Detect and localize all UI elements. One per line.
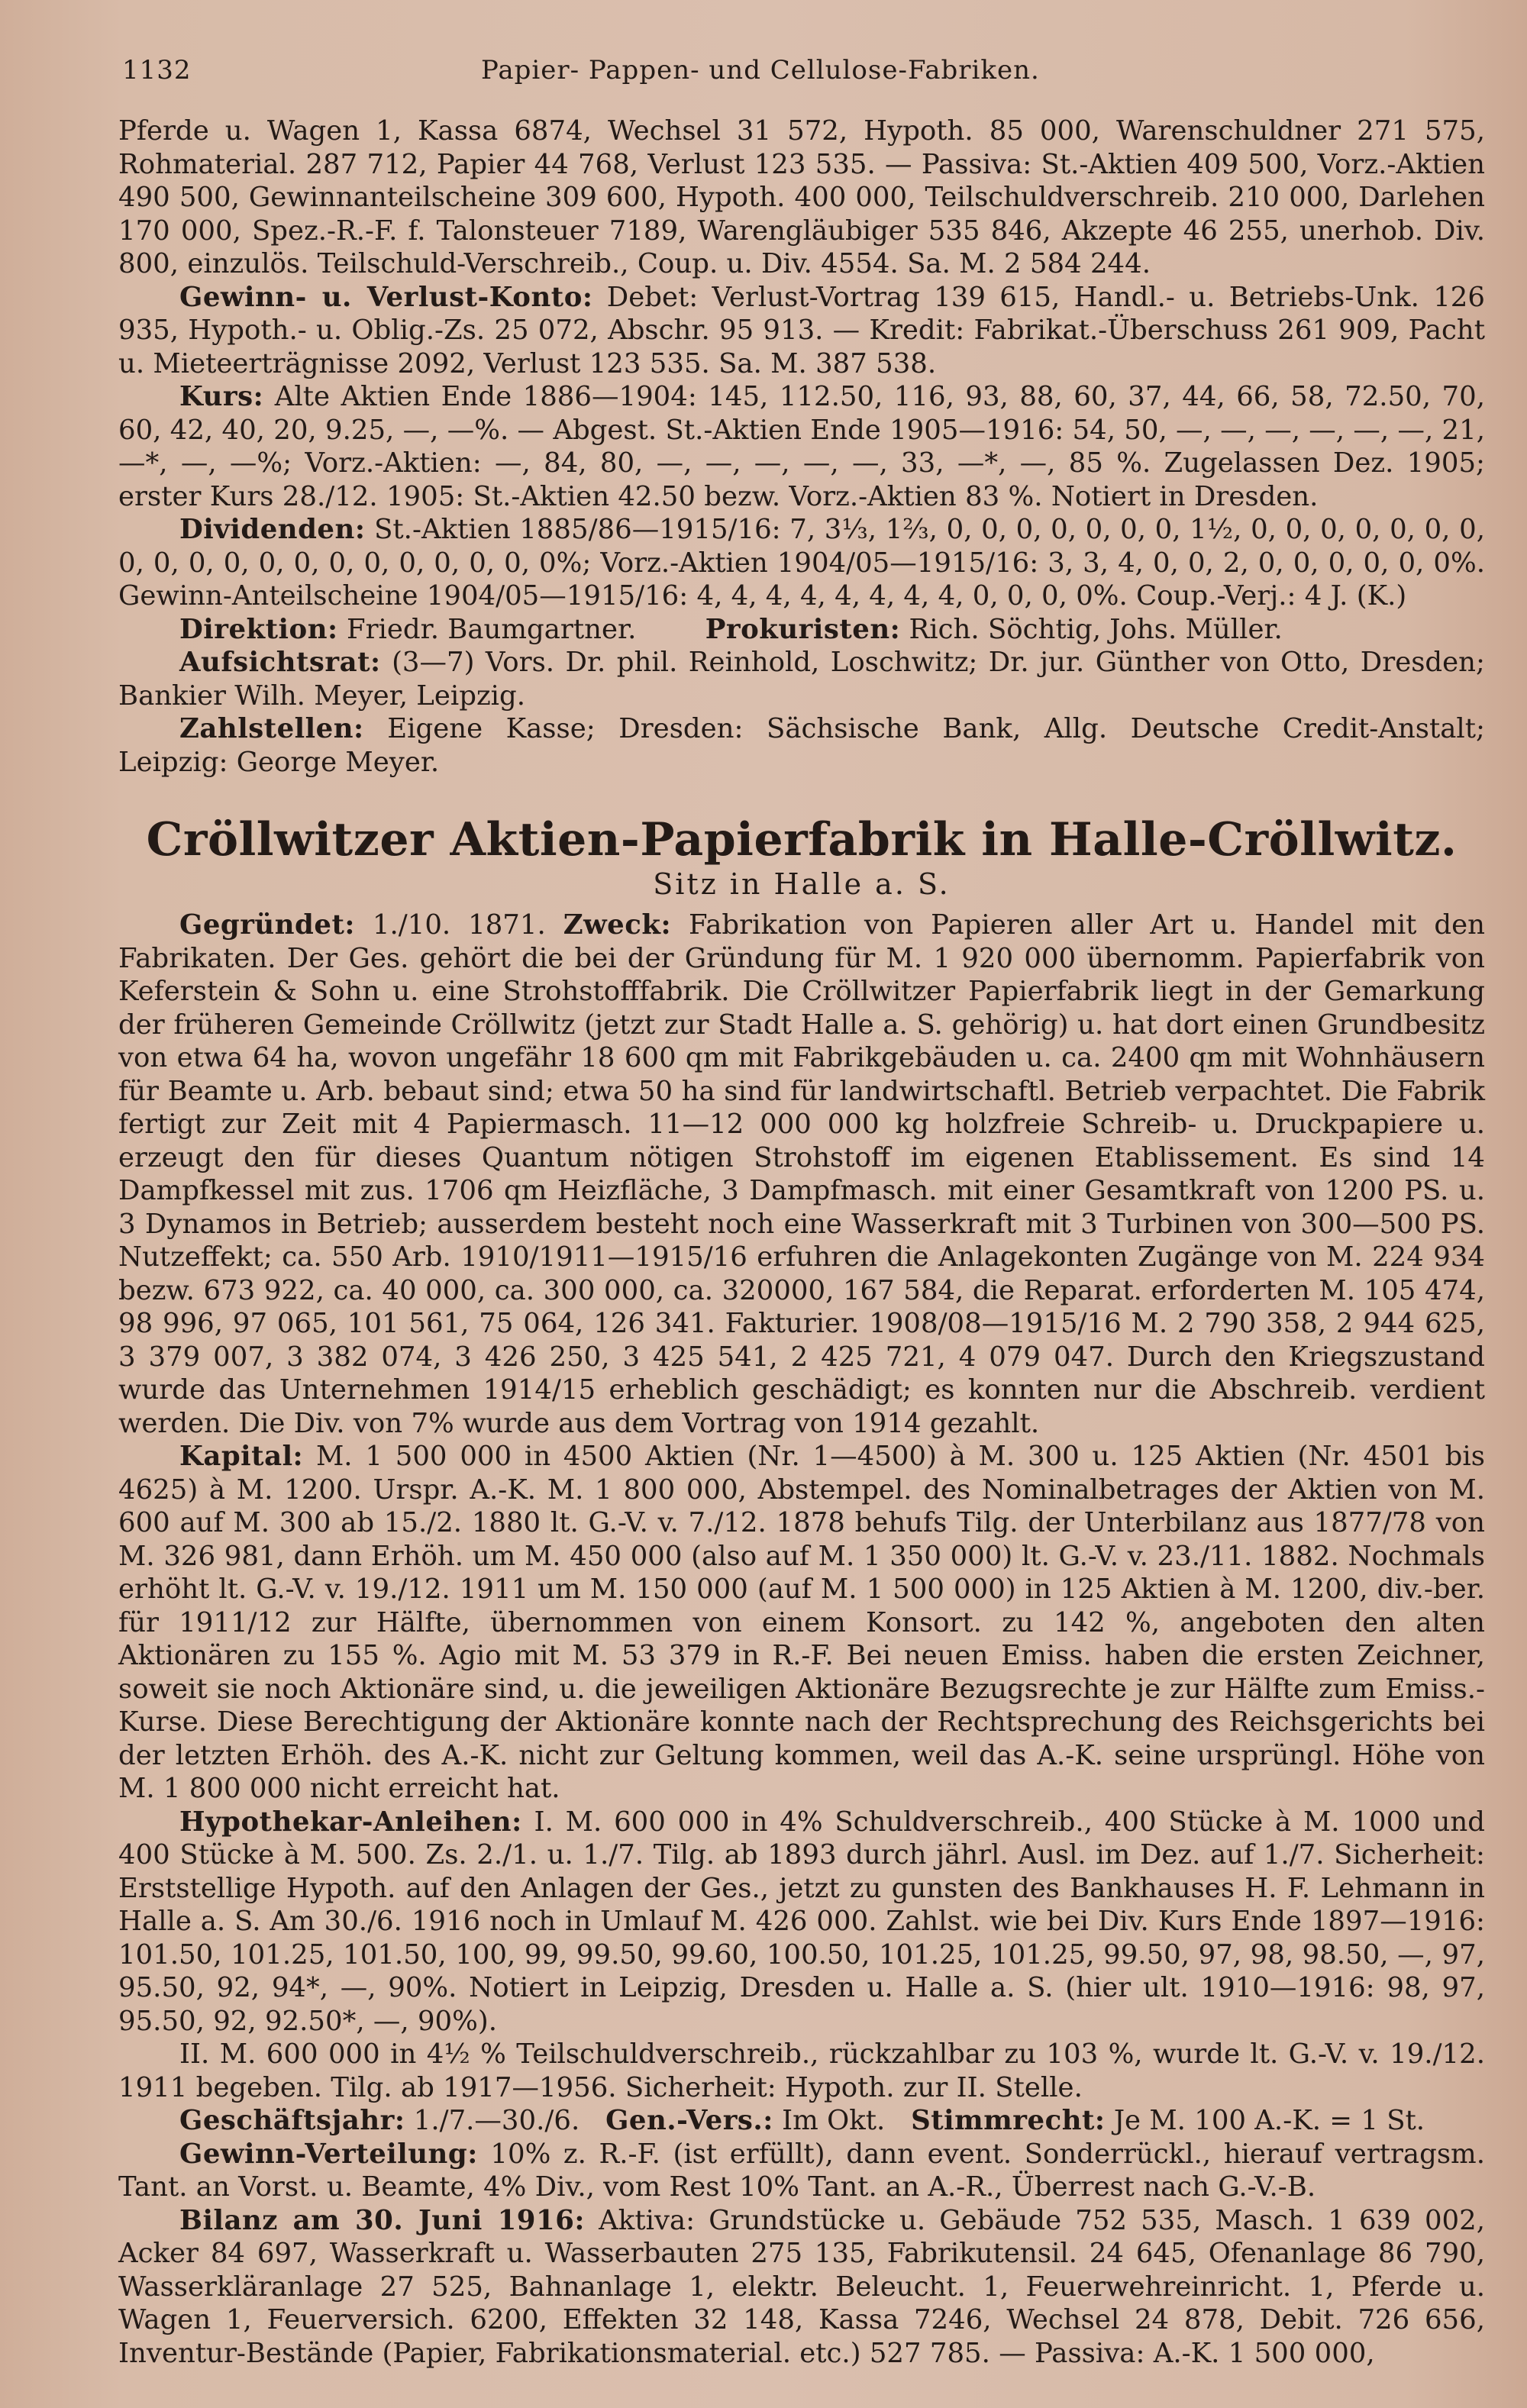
prokuristen-label: Prokuristen:	[705, 613, 901, 645]
capital-paragraph	[118, 1440, 1485, 1806]
running-header	[122, 55, 1466, 93]
mortgage-loans-paragraph	[118, 1806, 1485, 2038]
kurs-text: Alte Aktien Ende 1886—1904: 145, 112.50, 116, 93, 88, 60, 37, 44, 66, 58, 72.50, 70, 60, 42, 40, 20, 9.25, —, —%. — Abgest. St.-Aktien Ende 1905—1916: 54, 50, —, —, —, —, —, —, 21, —*, —, —%; Vorz.-Aktien: —, 84, 80, —, —, —, —, —, 33, —*, —, 85 %. Zugelassen Dez. 1905; erster Kurs 28./12. 1905: St.-Aktien 42.50 bezw. Vorz.-Aktien 83 %. Notiert in Dresden.	[118, 381, 1485, 512]
balance-sheet-paragraph	[118, 2204, 1485, 2371]
direktion-label: Direktion:	[179, 613, 338, 645]
general-meeting-label: Gen.-Vers.:	[605, 2105, 773, 2136]
prev-balance-paragraph: Pferde u. Wagen 1, Kassa 6874, Wechsel 31 572, Hypoth. 85 000, Warenschuldner 271 575, Rohmaterial. 287 712, Papier 44 768, Verlust 123 535. — Passiva: St.-Aktien 409 500, Vorz.-Aktien 490 500, Gewinnanteilscheine 309 600, Hypoth. 400 000, Teilschuldverschreib. 210 000, Darlehen 170 000, Spez.-R.-F. f. Talonsteuer 7189, Warengläubiger 535 846, Akzepte 46 255, unerhob. Div. 800, einzulös. Teilschuld-Verschreib., Coup. u. Div. 4554. Sa. M. 2 584 244.	[118, 115, 1485, 279]
purpose-label: Zweck:	[563, 909, 672, 941]
voting-right-text: Je M. 100 A.-K. = 1 St.	[1113, 2105, 1425, 2136]
general-meeting-text: Im Okt.	[782, 2105, 886, 2136]
prev-kurs-paragraph	[118, 380, 1485, 513]
mortgage-loans-text: I. M. 600 000 in 4% Schuldverschreib., 400 Stücke à M. 1000 und 400 Stücke à M. 500. Zs. 2./1. u. 1./7. Tilg. ab 1893 durch jährl. Ausl. im Dez. auf 1./7. Sicherheit: Erststellige Hypoth. auf den Anlagen der Ges., jetzt zu gunsten des Bankhauses H. F. Lehmann in Halle a. S. Am 30./6. 1916 noch in Umlauf M. 426 000. Zahlst. wie bei Div. Kurs Ende 1897—1916: 101.50, 101.25, 101.50, 100, 99, 99.50, 99.60, 100.50, 101.25, 101.25, 99.50, 97, 98, 98.50, —, 97, 95.50, 92, 94*, —, 90%. Notiert in Leipzig, Dresden u. Halle a. S. (hier ult. 1910—1916: 98, 97, 95.50, 92, 92.50*, —, 90%).	[118, 1806, 1485, 2037]
balance-sheet-label: Bilanz am 30. Juni 1916:	[179, 2204, 586, 2236]
founded-label: Gegründet:	[179, 909, 355, 941]
business-year-paragraph	[118, 2104, 1485, 2138]
zahlstellen-label: Zahlstellen:	[179, 713, 364, 744]
kurs-label: Kurs:	[179, 381, 264, 412]
voting-right-label: Stimmrecht:	[911, 2105, 1106, 2136]
business-year-label: Geschäftsjahr:	[179, 2105, 405, 2136]
profit-loss-text: Debet: Verlust-Vortrag 139 615, Handl.- u. Betriebs-Unk. 126 935, Hypoth.- u. Oblig.-Zs. 25 072, Abschr. 95 913. — Kredit: Fabrikat.-Überschuss 261 909, Pacht u. Mieteerträgnisse 2092, Verlust 123 535. Sa. M. 387 538.	[118, 281, 1485, 379]
company-seat: Sitz in Halle a. S.	[653, 867, 951, 901]
prev-zahlstellen-paragraph	[118, 712, 1485, 779]
prev-direktion-paragraph	[118, 613, 1485, 647]
page-content	[118, 115, 1485, 2370]
balance-sheet-text: Aktiva: Grundstücke u. Gebäude 752 535, Masch. 1 639 002, Acker 84 697, Wasserkraft u. Wasserbauten 275 135, Fabrikutensil. 24 645, Ofenanlage 86 790, Wasserkläranlage 27 525, Bahnanlage 1, elektr. Beleucht. 1, Feuerwehreinricht. 1, Pferde u. Wagen 1, Feuerversich. 6200, Effekten 32 148, Kassa 7246, Wechsel 24 878, Debit. 726 656, Inventur-Bestände (Papier, Fabrikationsmaterial. etc.) 527 785. — Passiva: A.-K. 1 500 000,	[118, 2204, 1485, 2369]
prev-aufsichtsrat-paragraph	[118, 646, 1485, 712]
founded-text: 1./10. 1871.	[372, 909, 546, 941]
capital-text: M. 1 500 000 in 4500 Aktien (Nr. 1—4500) à M. 300 u. 125 Aktien (Nr. 4501 bis 4625) à M. 1200. Urspr. A.-K. M. 1 800 000, Abstempel. des Nominalbetrages der Aktien von M. 600 auf M. 300 ab 15./2. 1880 lt. G.-V. v. 7./12. 1878 behufs Tilg. der Unterbilanz aus 1877/78 von M. 326 981, dann Erhöh. um M. 450 000 (also auf M. 1 350 000) lt. G.-V. v. 23./11. 1882. Nochmals erhöht lt. G.-V. v. 19./12. 1911 um M. 150 000 (auf M. 1 500 000) in 125 Aktien à M. 1200, div.-ber. für 1911/12 zur Hälfte, übernommen von einem Konsort. zu 142 %, angeboten den alten Aktionären zu 155 %. Agio mit M. 53 379 in R.-F. Bei neuen Emiss. haben die ersten Zeichner, soweit sie noch Aktionäre sind, u. die jeweiligen Aktionäre Bezugsrechte je zur Hälfte zum Emiss.-Kurse. Diese Berechtigung der Aktionäre konnte nach der Rechtsprechung des Reichsgerichts bei der letzten Erhöh. des A.-K. nicht zur Geltung kommen, weil das A.-K. seine ursprüngl. Höhe von M. 1 800 000 nicht erreicht hat.	[118, 1441, 1485, 1804]
aufsichtsrat-text: (3—7) Vors. Dr. phil. Reinhold, Loschwitz; Dr. jur. Günther von Otto, Dresden; Bankier Wilh. Meyer, Leipzig.	[118, 647, 1485, 712]
purpose-text: Fabrikation von Papieren aller Art u. Handel mit den Fabrikaten. Der Ges. gehört die bei der Gründung für M. 1 920 000 übernomm. Papierfabrik von Keferstein & Sohn u. eine Strohstofffabrik. Die Cröllwitzer Papierfabrik liegt in der Gemarkung der früheren Gemeinde Cröllwitz (jetzt zur Stadt Halle a. S. gehörig) u. hat dort einen Grundbesitz von etwa 64 ha, wovon ungefähr 18 600 qm mit Fabrikgebäuden u. ca. 2400 qm mit Wohnhäusern für Beamte u. Arb. bebaut sind; etwa 50 ha sind für landwirtschaftl. Betrieb verpachtet. Die Fabrik fertigt zur Zeit mit 4 Papiermasch. 11—12 000 000 kg holzfreie Schreib- u. Druckpapiere u. erzeugt den für dieses Quantum nötigen Strohstoff im eigenen Etablissement. Es sind 14 Dampfkessel mit zus. 1706 qm Heizfläche, 3 Dampfmasch. mit einer Gesamtkraft von 1200 PS. u. 3 Dynamos in Betrieb; ausserdem besteht noch eine Wasserkraft mit 3 Turbinen von 300—500 PS. Nutzeffekt; ca. 550 Arb. 1910/1911—1915/16 erfuhren die Anlagekonten Zugänge von M. 224 934 bezw. 673 922, ca. 40 000, ca. 300 000, ca. 320000, 167 584, die Reparat. erforderten M. 105 474, 98 996, 97 065, 101 561, 75 064, 126 341. Fakturier. 1908/08—1915/16 M. 2 790 358, 2 944 625, 3 379 007, 3 382 074, 3 426 250, 3 425 541, 2 425 721, 4 079 047. Durch den Kriegszustand wurde das Unternehmen 1914/15 erheblich geschädigt; es konnten nur die Abschreib. verdient werden. Die Div. von 7% wurde aus dem Vortrag von 1914 gezahlt.	[118, 909, 1485, 1439]
prokuristen-text: Rich. Söchtig, Johs. Müller.	[909, 613, 1283, 645]
dividend-label: Dividenden:	[179, 514, 366, 545]
profit-loss-label: Gewinn- u. Verlust-Konto:	[179, 281, 593, 313]
profit-distribution-paragraph	[118, 2138, 1485, 2204]
capital-label: Kapital:	[179, 1441, 304, 1472]
mortgage-loan-ii-paragraph: II. M. 600 000 in 4½ % Teilschuldverschreib., rückzahlbar zu 103 %, wurde lt. G.-V. v. 19./12. 1911 begeben. Tilg. ab 1917—1956. Sicherheit: Hypoth. zur II. Stelle.	[118, 2038, 1485, 2103]
founding-purpose-paragraph	[118, 909, 1485, 1440]
profit-distribution-label: Gewinn-Verteilung:	[179, 2138, 478, 2170]
direktion-text: Friedr. Baumgartner.	[346, 613, 637, 645]
page-number: 1132	[122, 55, 192, 86]
prev-profit-loss-paragraph	[118, 281, 1485, 381]
zahlstellen-text: Eigene Kasse; Dresden: Sächsische Bank, Allg. Deutsche Credit-Anstalt; Leipzig: George Meyer.	[118, 713, 1485, 778]
running-title: Papier- Pappen- und Cellulose-Fabriken.	[481, 55, 1040, 86]
company-heading: Cröllwitzer Aktien-Papierfabrik in Halle-Cröllwitz.	[146, 813, 1458, 867]
dividend-text: St.-Aktien 1885/86—1915/16: 7, 3⅓, 1⅔, 0, 0, 0, 0, 0, 0, 0, 1½, 0, 0, 0, 0, 0, 0, 0, 0, 0, 0, 0, 0, 0, 0, 0, 0, 0, 0, 0, 0%; Vorz.-Aktien 1904/05—1915/16: 3, 3, 4, 0, 0, 2, 0, 0, 0, 0, 0, 0%. Gewinn-Anteilscheine 1904/05—1915/16: 4, 4, 4, 4, 4, 4, 4, 4, 0, 0, 0, 0%. Coup.-Verj.: 4 J. (K.)	[118, 514, 1485, 612]
business-year-text: 1./7.—30./6.	[413, 2105, 580, 2136]
aufsichtsrat-label: Aufsichtsrat:	[179, 647, 381, 678]
prev-dividend-paragraph	[118, 513, 1485, 613]
profit-distribution-text: 10% z. R.-F. (ist erfüllt), dann event. Sonderrückl., hierauf vertragsm. Tant. an Vorst. u. Beamte, 4% Div., vom Rest 10% Tant. an A.-R., Überrest nach G.-V.-B.	[118, 2138, 1485, 2203]
mortgage-loans-label: Hypothekar-Anleihen:	[179, 1806, 522, 1838]
